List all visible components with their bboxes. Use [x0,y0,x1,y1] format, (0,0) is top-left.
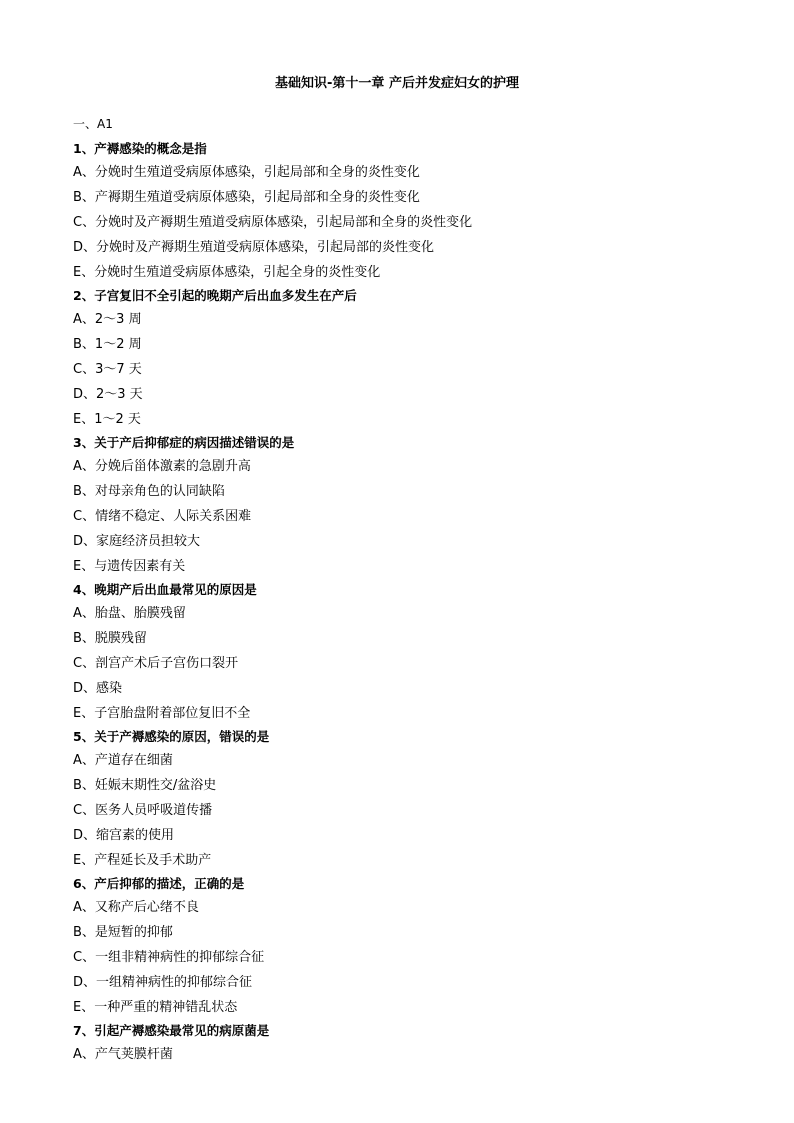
answer-option: E、1～2 天 [73,412,141,427]
question-stem: 5、关于产褥感染的原因，错误的是 [73,729,270,744]
question-stem: 4、晚期产后出血最常见的原因是 [73,582,257,597]
answer-option: A、分娩后甾体激素的急剧升高 [73,459,251,474]
answer-option: C、医务人员呼吸道传播 [73,803,213,818]
answer-option: C、分娩时及产褥期生殖道受病原体感染，引起局部和全身的炎性变化 [73,215,473,230]
answer-option: D、分娩时及产褥期生殖道受病原体感染，引起局部的炎性变化 [73,240,435,255]
answer-option: E、与遗传因素有关 [73,559,186,574]
answer-option: C、3～7 天 [73,362,142,377]
question-stem: 1、产褥感染的概念是指 [73,141,207,156]
question-stem: 7、引起产褥感染最常见的病原菌是 [73,1023,270,1038]
answer-option: C、剖宫产术后子宫伤口裂开 [73,656,239,671]
answer-option: D、感染 [73,681,123,696]
answer-option: A、又称产后心绪不良 [73,900,199,915]
answer-option: D、2～3 天 [73,387,143,402]
answer-option: B、产褥期生殖道受病原体感染，引起局部和全身的炎性变化 [73,190,420,205]
question-block [73,285,753,432]
question-block [73,138,753,285]
question-stem: 2、子宫复旧不全引起的晚期产后出血多发生在产后 [73,288,357,303]
answer-option: B、对母亲角色的认同缺陷 [73,484,225,499]
answer-option: A、2～3 周 [73,312,142,327]
document-title: 基础知识-第十一章 产后并发症妇女的护理 [275,76,519,91]
question-block [73,1020,753,1067]
question-block [73,432,753,579]
answer-option: B、是短暂的抑郁 [73,925,173,940]
question-stem: 6、产后抑郁的描述，正确的是 [73,876,245,891]
answer-option: D、一组精神病性的抑郁综合征 [73,975,253,990]
questions-container [73,138,753,1067]
question-block [73,726,753,873]
answer-option: A、产气荚膜杆菌 [73,1047,173,1062]
answer-option: B、脱膜残留 [73,631,147,646]
answer-option: C、情绪不稳定、人际关系困难 [73,509,252,524]
section-heading: 一、A1 [73,117,113,131]
answer-option: B、妊娠末期性交/盆浴史 [73,778,217,793]
answer-option: E、子宫胎盘附着部位复旧不全 [73,706,251,721]
question-stem: 3、关于产后抑郁症的病因描述错误的是 [73,435,295,450]
answer-option: E、一种严重的精神错乱状态 [73,1000,238,1015]
answer-option: A、分娩时生殖道受病原体感染，引起局部和全身的炎性变化 [73,165,420,180]
answer-option: B、1～2 周 [73,337,142,352]
answer-option: E、分娩时生殖道受病原体感染，引起全身的炎性变化 [73,265,381,280]
answer-option: A、产道存在细菌 [73,753,173,768]
answer-option: D、缩宫素的使用 [73,828,175,843]
answer-option: A、胎盘、胎膜残留 [73,606,186,621]
answer-option: E、产程延长及手术助产 [73,853,212,868]
answer-option: D、家庭经济员担较大 [73,534,201,549]
question-block [73,873,753,1020]
answer-option: C、一组非精神病性的抑郁综合征 [73,950,265,965]
question-list [73,114,753,1067]
question-block [73,579,753,726]
